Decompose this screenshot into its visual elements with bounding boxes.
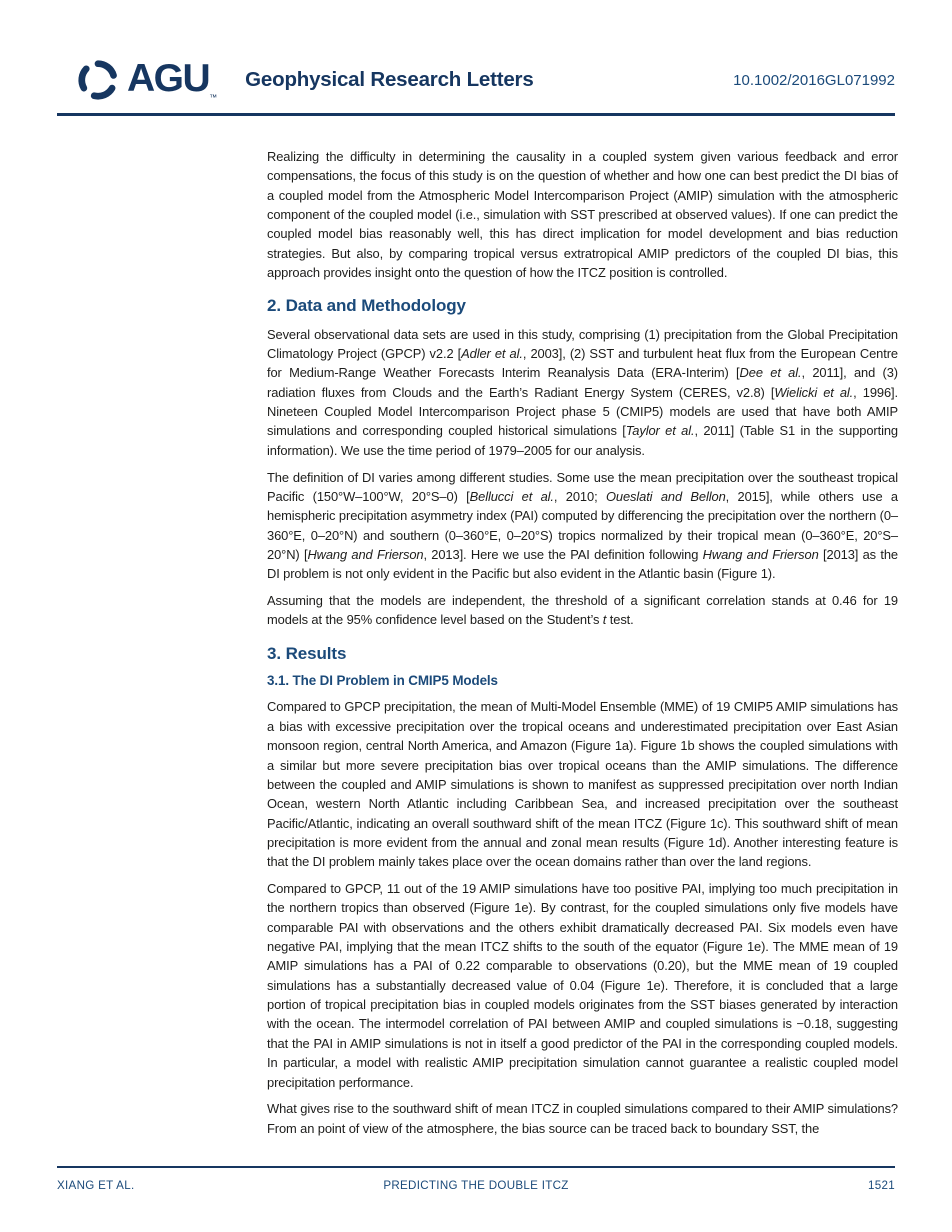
agu-logo-text: $AGU_™$ xyxy=(127,56,218,102)
paragraph-significance-threshold: Assuming that the models are independent, the threshold of a significant correlation stands at 0.46 for 19 models at the 95% confidence level based on the Student’s t test. xyxy=(267,593,898,628)
paragraph-datasets: Several observational data sets are used in this study, comprising (1) precipitation from the Global Precipitation Climatology Project (GPCP) v2.2 [Adler et al., 2003], (2) SST and turbulent heat flux from the European Centre for Medium-Range Weather Forecasts Interim Reanalysis Data (ERA-Interim) [Dee et al., 2011], and (3) radiation fluxes from Clouds and the Earth’s Radiant Energy System (CERES, v2.8) [Wielicki et al., 1996]. Nineteen Coupled Model Intercomparison Project phase 5 (CMIP5) models are used that have both AMIP simulations and corresponding coupled historical simulations [Taylor et al., 2011] (Table S1 in the supporting information). We use the time period of 1979–2005 for our analysis. xyxy=(267,326,899,458)
footer-authors: XIANG ET AL. xyxy=(57,1179,135,1192)
section-heading-results: 3. Results xyxy=(267,643,347,663)
section-heading-data-and-methodology: 2. Data and Methodology xyxy=(267,296,466,316)
paragraph-precip-bias: Compared to GPCP precipitation, the mean of Multi-Model Ensemble (MME) of 19 CMIP5 AMIP simulations has a bias with excessive precipitation over the tropical oceans and underestimated precipitation over East Asian monsoon region, central North America, and Amazon (Figure 1a). Figure 1b shows the coupled simulations with a similar but more severe precipitation bias over tropical oceans than the AMIP simulations. The difference between the coupled and AMIP simulations is shown to manifest as suppressed precipitation over north Indian Ocean, western North Atlantic including Caribbean Sea, and increased precipitation over the southeast Pacific/Atlantic, indicating an overall southward shift of the mean ITCZ (Figure 1c). This southward shift of mean precipitation is more evident from the annual and zonal mean results (Figure 1d). Another interesting feature is that the DI problem mainly takes place over the ocean domains rather than over the land regions. xyxy=(267,699,898,870)
agu-brand xyxy=(75,57,217,103)
doi-text: 10.1002/2016GL071992 xyxy=(733,71,895,89)
agu-knot-icon xyxy=(75,57,121,103)
page-footer xyxy=(57,1179,895,1192)
paragraph-intro: Realizing the difficulty in determining the causality in a coupled system given various feedback and error compensations, the focus of this study is on the question of whether and how one can best predict the DI bias of a coupled model from the Atmospheric Model Intercomparison Project (AMIP) simulation with the atmospheric component of the coupled model (i.e., simulation with SST prescribed at observed values). If one can predict the coupled model bias reasonably well, this has direct implication for model development and bias reduction strategies. But also, by comparing tropical versus extratropical AMIP predictors of the coupled DI bias, this approach provides insight onto the question of how the ITCZ position is controlled. xyxy=(267,149,898,281)
journal-title: Geophysical Research Letters xyxy=(245,68,534,91)
article-body xyxy=(267,147,898,1146)
paragraph-di-definition: The definition of DI varies among different studies. Some use the mean precipitation over the southeast tropical Pacific (150°W–100°W, 20°S–0) [Bellucci et al., 2010; Oueslati and Bellon, 2015], while others use a hemispheric precipitation asymmetry index (PAI) computed by differencing the precipitation over the northern (0–360°E, 0–20°N) and southern (0–360°E, 0–20°S) tropics normalized by their tropical mean (0–360°E, 20°S–20°N) [Hwang and Frierson, 2013]. Here we use the PAI definition following Hwang and Frierson [2013] as the DI problem is not only evident in the Pacific but also evident in the Atlantic basin (Figure 1). xyxy=(267,469,899,582)
paragraph-pai-comparison: Compared to GPCP, 11 out of the 19 AMIP simulations have too positive PAI, implying too much precipitation in the northern tropics than observed (Figure 1e). By contrast, for the coupled simulations only five models have comparable PAI with observations and the others exhibit dramatically decreased PAI. Six models even have negative PAI, implying that the mean ITCZ shifts to the south of the equator (Figure 1e). The MME mean of 19 AMIP simulations has a PAI of 0.22 comparable to observations (0.20), but the MME mean of 19 coupled simulations has a substantially decreased value of 0.04 (Figure 1e). Therefore, it is concluded that a large portion of tropical precipitation bias in coupled models originates from the SST biases generated by interaction with the ocean. The intermodel correlation of PAI between AMIP and coupled simulations is −0.18, suggesting that the PAI in AMIP simulations is not in itself a good predictor of the PAI in the corresponding coupled models. In particular, a model with realistic AMIP precipitation simulation cannot guarantee a realistic coupled model precipitation performance. xyxy=(267,881,898,1090)
page-header xyxy=(75,52,895,108)
subsection-heading-di-problem: 3.1. The DI Problem in CMIP5 Models xyxy=(267,673,498,689)
trademark-symbol: ™ xyxy=(209,92,218,102)
footer-rule xyxy=(57,1166,895,1168)
footer-running-title: PREDICTING THE DOUBLE ITCZ xyxy=(383,1179,569,1192)
header-rule xyxy=(57,113,895,116)
footer-page-number: 1521 xyxy=(868,1179,895,1192)
paragraph-southward-shift-question: What gives rise to the southward shift of mean ITCZ in coupled simulations compared to their AMIP simulations? From an point of view of the atmosphere, the bias source can be traced back to boundary SST, the xyxy=(267,1101,898,1136)
